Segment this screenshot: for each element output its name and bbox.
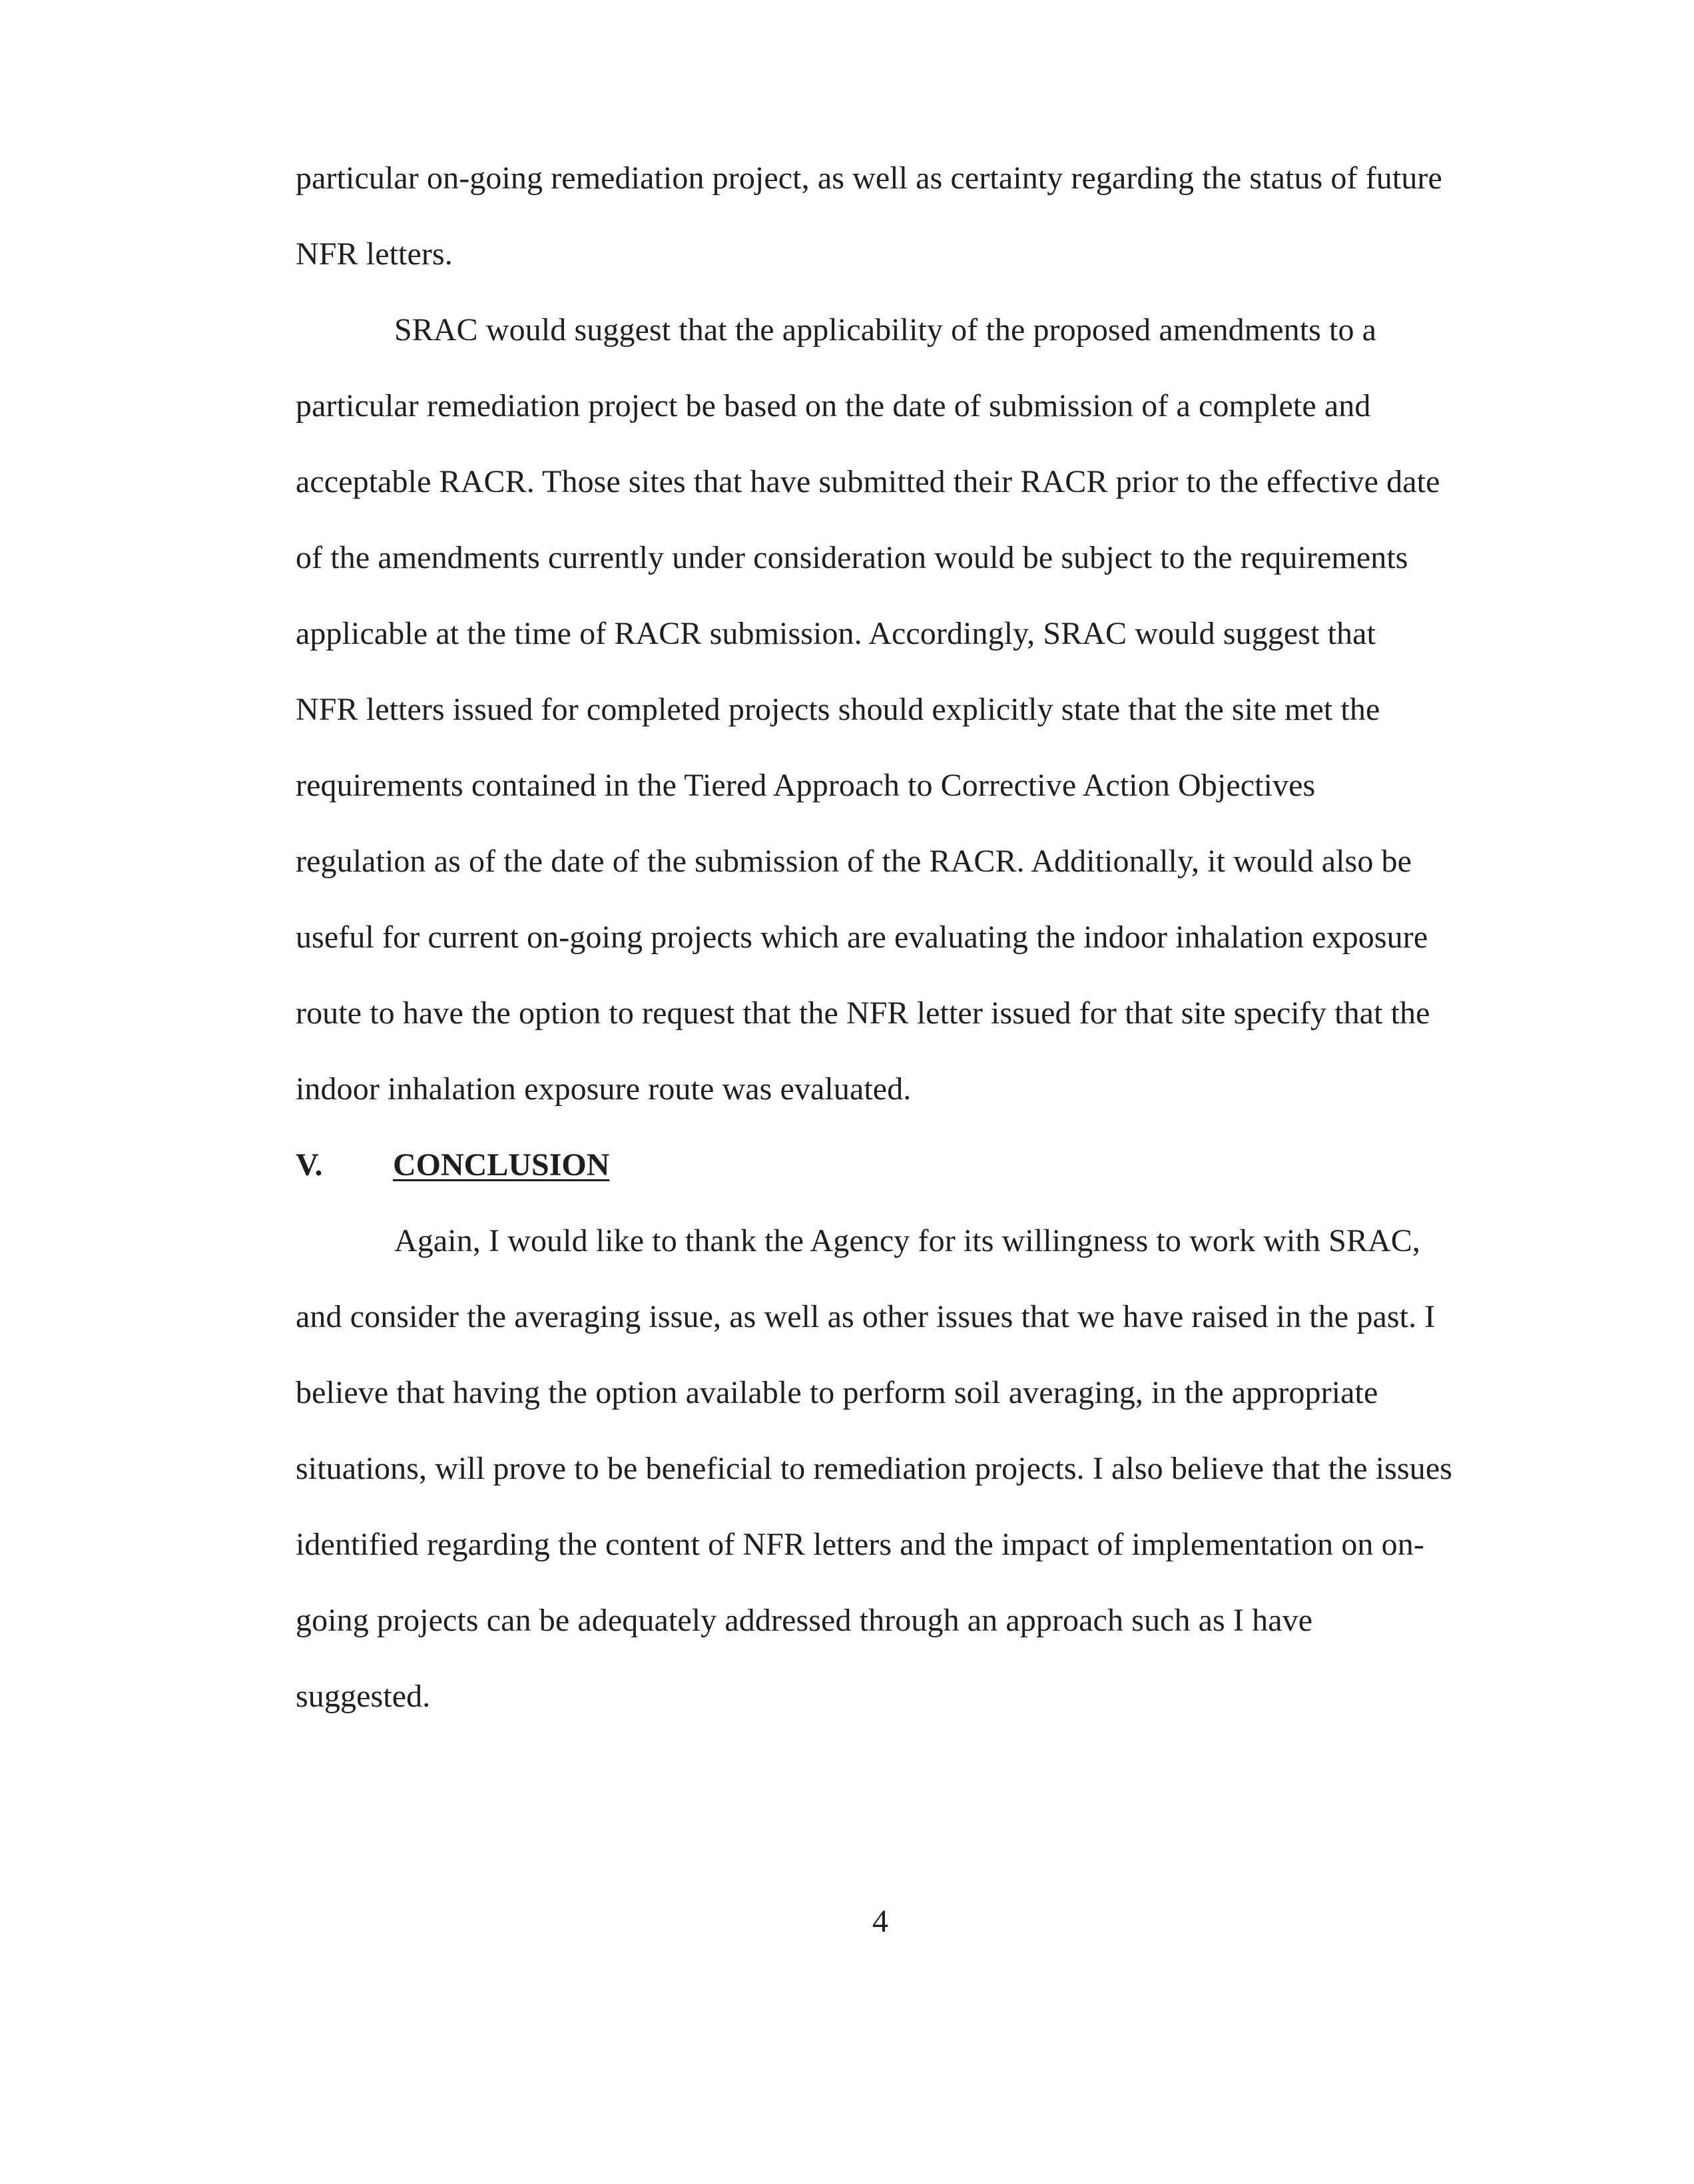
text-line: indoor inhalation exposure route was evaluated.	[296, 1071, 912, 1107]
text-line: and consider the averaging issue, as well as other issues that we have raised in the past. I	[296, 1299, 1436, 1334]
text-line: NFR letters.	[296, 236, 453, 272]
text-line: acceptable RACR. Those sites that have submitted their RACR prior to the effective date	[296, 464, 1440, 499]
text-line: Again, I would like to thank the Agency for its willingness to work with SRAC,	[394, 1223, 1421, 1258]
text-line: believe that having the option available to perform soil averaging, in the appropriate	[296, 1375, 1378, 1410]
text-line: useful for current on-going projects which are evaluating the indoor inhalation exposure	[296, 920, 1428, 955]
text-line: requirements contained in the Tiered Approach to Corrective Action Objectives	[296, 768, 1316, 803]
text-line: identified regarding the content of NFR letters and the impact of implementation on on-	[296, 1527, 1424, 1562]
text-line: route to have the option to request that the NFR letter issued for that site specify that the	[296, 995, 1430, 1031]
text-line: going projects can be adequately addressed through an approach such as I have	[296, 1603, 1313, 1638]
text-line: regulation as of the date of the submission of the RACR. Additionally, it would also be	[296, 844, 1412, 879]
text-line: applicable at the time of RACR submission. Accordingly, SRAC would suggest that	[296, 616, 1376, 651]
page-number: 4	[872, 1904, 888, 1939]
text-line: NFR letters issued for completed projects should explicitly state that the site met the	[296, 692, 1380, 727]
text-line: suggested.	[296, 1679, 431, 1714]
section-title: CONCLUSION	[393, 1147, 610, 1183]
section-number: V.	[296, 1147, 323, 1183]
text-line: of the amendments currently under consideration would be subject to the requirements	[296, 540, 1408, 575]
text-line: situations, will prove to be beneficial to remediation projects. I also believe that the issues	[296, 1451, 1453, 1486]
text-line: particular on-going remediation project, as well as certainty regarding the status of future	[296, 160, 1442, 196]
text-line: particular remediation project be based on the date of submission of a complete and	[296, 388, 1371, 423]
text-line: SRAC would suggest that the applicability of the proposed amendments to a	[394, 312, 1377, 348]
